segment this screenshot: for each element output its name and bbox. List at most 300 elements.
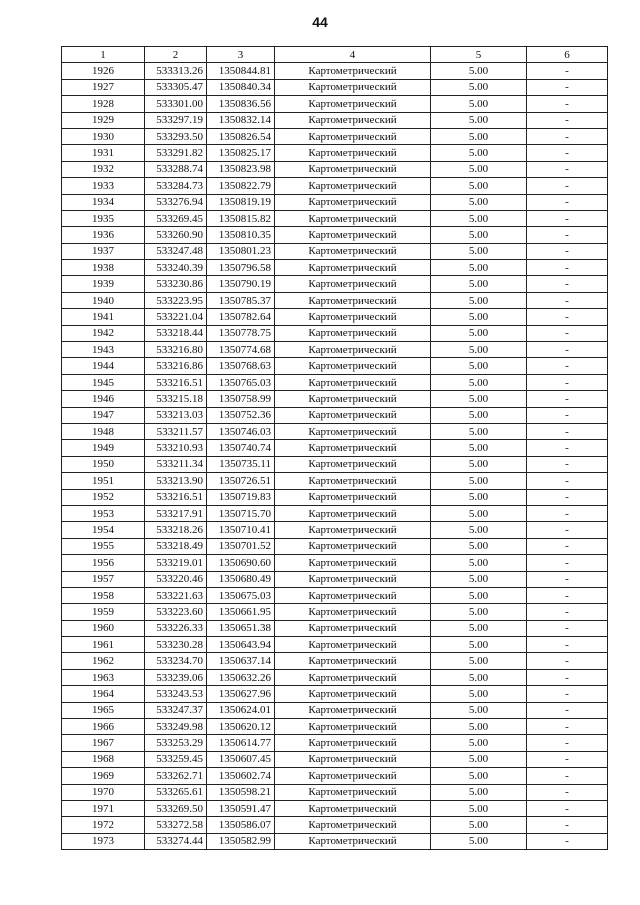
point-number-cell: 1963 <box>62 669 145 685</box>
accuracy-cell: 5.00 <box>431 522 527 538</box>
x-coordinate-cell: 533269.45 <box>145 210 207 226</box>
accuracy-cell: 5.00 <box>431 768 527 784</box>
y-coordinate-cell: 1350582.99 <box>207 833 275 849</box>
note-cell: - <box>527 178 608 194</box>
x-coordinate-cell: 533213.90 <box>145 473 207 489</box>
column-header: 4 <box>275 47 431 63</box>
note-cell: - <box>527 342 608 358</box>
method-cell: Картометрический <box>275 227 431 243</box>
method-cell: Картометрический <box>275 522 431 538</box>
accuracy-cell: 5.00 <box>431 407 527 423</box>
point-number-cell: 1942 <box>62 325 145 341</box>
x-coordinate-cell: 533218.49 <box>145 538 207 554</box>
note-cell: - <box>527 325 608 341</box>
method-cell: Картометрический <box>275 128 431 144</box>
point-number-cell: 1949 <box>62 440 145 456</box>
point-number-cell: 1935 <box>62 210 145 226</box>
method-cell: Картометрический <box>275 538 431 554</box>
table-row <box>62 653 608 669</box>
table-row <box>62 423 608 439</box>
table-row <box>62 604 608 620</box>
x-coordinate-cell: 533216.51 <box>145 374 207 390</box>
accuracy-cell: 5.00 <box>431 817 527 833</box>
accuracy-cell: 5.00 <box>431 637 527 653</box>
accuracy-cell: 5.00 <box>431 669 527 685</box>
method-cell: Картометрический <box>275 637 431 653</box>
accuracy-cell: 5.00 <box>431 210 527 226</box>
point-number-cell: 1969 <box>62 768 145 784</box>
x-coordinate-cell: 533219.01 <box>145 555 207 571</box>
table-row <box>62 735 608 751</box>
method-cell: Картометрический <box>275 276 431 292</box>
accuracy-cell: 5.00 <box>431 325 527 341</box>
point-number-cell: 1968 <box>62 751 145 767</box>
y-coordinate-cell: 1350591.47 <box>207 800 275 816</box>
point-number-cell: 1948 <box>62 423 145 439</box>
y-coordinate-cell: 1350844.81 <box>207 63 275 79</box>
point-number-cell: 1970 <box>62 784 145 800</box>
y-coordinate-cell: 1350710.41 <box>207 522 275 538</box>
note-cell: - <box>527 456 608 472</box>
note-cell: - <box>527 210 608 226</box>
point-number-cell: 1941 <box>62 309 145 325</box>
x-coordinate-cell: 533297.19 <box>145 112 207 128</box>
note-cell: - <box>527 260 608 276</box>
note-cell: - <box>527 145 608 161</box>
table-row <box>62 194 608 210</box>
y-coordinate-cell: 1350836.56 <box>207 96 275 112</box>
table-row <box>62 210 608 226</box>
accuracy-cell: 5.00 <box>431 391 527 407</box>
table-row <box>62 79 608 95</box>
point-number-cell: 1945 <box>62 374 145 390</box>
method-cell: Картометрический <box>275 653 431 669</box>
point-number-cell: 1955 <box>62 538 145 554</box>
point-number-cell: 1931 <box>62 145 145 161</box>
accuracy-cell: 5.00 <box>431 735 527 751</box>
x-coordinate-cell: 533211.57 <box>145 423 207 439</box>
accuracy-cell: 5.00 <box>431 276 527 292</box>
method-cell: Картометрический <box>275 112 431 128</box>
y-coordinate-cell: 1350825.17 <box>207 145 275 161</box>
accuracy-cell: 5.00 <box>431 342 527 358</box>
point-number-cell: 1939 <box>62 276 145 292</box>
x-coordinate-cell: 533313.26 <box>145 63 207 79</box>
x-coordinate-cell: 533269.50 <box>145 800 207 816</box>
note-cell: - <box>527 112 608 128</box>
x-coordinate-cell: 533221.63 <box>145 587 207 603</box>
x-coordinate-cell: 533211.34 <box>145 456 207 472</box>
accuracy-cell: 5.00 <box>431 800 527 816</box>
accuracy-cell: 5.00 <box>431 128 527 144</box>
method-cell: Картометрический <box>275 325 431 341</box>
table-row <box>62 686 608 702</box>
point-number-cell: 1950 <box>62 456 145 472</box>
y-coordinate-cell: 1350782.64 <box>207 309 275 325</box>
point-number-cell: 1933 <box>62 178 145 194</box>
x-coordinate-cell: 533216.80 <box>145 342 207 358</box>
note-cell: - <box>527 522 608 538</box>
point-number-cell: 1947 <box>62 407 145 423</box>
note-cell: - <box>527 735 608 751</box>
y-coordinate-cell: 1350810.35 <box>207 227 275 243</box>
note-cell: - <box>527 309 608 325</box>
table-row <box>62 522 608 538</box>
note-cell: - <box>527 407 608 423</box>
table-row <box>62 784 608 800</box>
x-coordinate-cell: 533226.33 <box>145 620 207 636</box>
method-cell: Картометрический <box>275 440 431 456</box>
y-coordinate-cell: 1350801.23 <box>207 243 275 259</box>
accuracy-cell: 5.00 <box>431 702 527 718</box>
column-header: 5 <box>431 47 527 63</box>
table-row <box>62 292 608 308</box>
method-cell: Картометрический <box>275 210 431 226</box>
accuracy-cell: 5.00 <box>431 194 527 210</box>
note-cell: - <box>527 702 608 718</box>
y-coordinate-cell: 1350815.82 <box>207 210 275 226</box>
note-cell: - <box>527 800 608 816</box>
y-coordinate-cell: 1350719.83 <box>207 489 275 505</box>
point-number-cell: 1929 <box>62 112 145 128</box>
method-cell: Картометрический <box>275 161 431 177</box>
y-coordinate-cell: 1350637.14 <box>207 653 275 669</box>
note-cell: - <box>527 423 608 439</box>
table-row <box>62 587 608 603</box>
point-number-cell: 1961 <box>62 637 145 653</box>
accuracy-cell: 5.00 <box>431 260 527 276</box>
y-coordinate-cell: 1350651.38 <box>207 620 275 636</box>
y-coordinate-cell: 1350740.74 <box>207 440 275 456</box>
x-coordinate-cell: 533221.04 <box>145 309 207 325</box>
note-cell: - <box>527 374 608 390</box>
note-cell: - <box>527 653 608 669</box>
note-cell: - <box>527 751 608 767</box>
accuracy-cell: 5.00 <box>431 309 527 325</box>
method-cell: Картометрический <box>275 555 431 571</box>
point-number-cell: 1926 <box>62 63 145 79</box>
note-cell: - <box>527 96 608 112</box>
accuracy-cell: 5.00 <box>431 833 527 849</box>
note-cell: - <box>527 571 608 587</box>
point-number-cell: 1971 <box>62 800 145 816</box>
y-coordinate-cell: 1350778.75 <box>207 325 275 341</box>
point-number-cell: 1951 <box>62 473 145 489</box>
point-number-cell: 1944 <box>62 358 145 374</box>
y-coordinate-cell: 1350607.45 <box>207 751 275 767</box>
y-coordinate-cell: 1350690.60 <box>207 555 275 571</box>
method-cell: Картометрический <box>275 620 431 636</box>
method-cell: Картометрический <box>275 260 431 276</box>
y-coordinate-cell: 1350701.52 <box>207 538 275 554</box>
note-cell: - <box>527 440 608 456</box>
y-coordinate-cell: 1350624.01 <box>207 702 275 718</box>
method-cell: Картометрический <box>275 145 431 161</box>
method-cell: Картометрический <box>275 817 431 833</box>
method-cell: Картометрический <box>275 751 431 767</box>
y-coordinate-cell: 1350826.54 <box>207 128 275 144</box>
x-coordinate-cell: 533223.95 <box>145 292 207 308</box>
note-cell: - <box>527 276 608 292</box>
point-number-cell: 1954 <box>62 522 145 538</box>
method-cell: Картометрический <box>275 407 431 423</box>
table-row <box>62 669 608 685</box>
point-number-cell: 1946 <box>62 391 145 407</box>
point-number-cell: 1930 <box>62 128 145 144</box>
table-header-row <box>62 47 608 63</box>
method-cell: Картометрический <box>275 374 431 390</box>
y-coordinate-cell: 1350598.21 <box>207 784 275 800</box>
y-coordinate-cell: 1350785.37 <box>207 292 275 308</box>
table-row <box>62 800 608 816</box>
y-coordinate-cell: 1350796.58 <box>207 260 275 276</box>
accuracy-cell: 5.00 <box>431 505 527 521</box>
table-row <box>62 260 608 276</box>
point-number-cell: 1956 <box>62 555 145 571</box>
method-cell: Картометрический <box>275 686 431 702</box>
x-coordinate-cell: 533240.39 <box>145 260 207 276</box>
x-coordinate-cell: 533234.70 <box>145 653 207 669</box>
note-cell: - <box>527 63 608 79</box>
table-row <box>62 128 608 144</box>
accuracy-cell: 5.00 <box>431 292 527 308</box>
y-coordinate-cell: 1350832.14 <box>207 112 275 128</box>
table-row <box>62 407 608 423</box>
note-cell: - <box>527 391 608 407</box>
table-row <box>62 702 608 718</box>
accuracy-cell: 5.00 <box>431 571 527 587</box>
point-number-cell: 1966 <box>62 719 145 735</box>
point-number-cell: 1937 <box>62 243 145 259</box>
accuracy-cell: 5.00 <box>431 423 527 439</box>
accuracy-cell: 5.00 <box>431 686 527 702</box>
point-number-cell: 1952 <box>62 489 145 505</box>
note-cell: - <box>527 227 608 243</box>
note-cell: - <box>527 637 608 653</box>
table-row <box>62 391 608 407</box>
x-coordinate-cell: 533301.00 <box>145 96 207 112</box>
table-row <box>62 145 608 161</box>
y-coordinate-cell: 1350752.36 <box>207 407 275 423</box>
method-cell: Картометрический <box>275 768 431 784</box>
point-number-cell: 1927 <box>62 79 145 95</box>
y-coordinate-cell: 1350627.96 <box>207 686 275 702</box>
point-number-cell: 1967 <box>62 735 145 751</box>
x-coordinate-cell: 533220.46 <box>145 571 207 587</box>
column-header: 2 <box>145 47 207 63</box>
accuracy-cell: 5.00 <box>431 456 527 472</box>
table-row <box>62 538 608 554</box>
method-cell: Картометрический <box>275 178 431 194</box>
y-coordinate-cell: 1350726.51 <box>207 473 275 489</box>
method-cell: Картометрический <box>275 587 431 603</box>
x-coordinate-cell: 533217.91 <box>145 505 207 521</box>
table-row <box>62 178 608 194</box>
y-coordinate-cell: 1350680.49 <box>207 571 275 587</box>
x-coordinate-cell: 533274.44 <box>145 833 207 849</box>
method-cell: Картометрический <box>275 473 431 489</box>
point-number-cell: 1959 <box>62 604 145 620</box>
table-row <box>62 489 608 505</box>
x-coordinate-cell: 533272.58 <box>145 817 207 833</box>
method-cell: Картометрический <box>275 800 431 816</box>
coordinates-table <box>61 46 608 850</box>
note-cell: - <box>527 620 608 636</box>
method-cell: Картометрический <box>275 735 431 751</box>
accuracy-cell: 5.00 <box>431 96 527 112</box>
note-cell: - <box>527 538 608 554</box>
table-row <box>62 161 608 177</box>
method-cell: Картометрический <box>275 833 431 849</box>
note-cell: - <box>527 587 608 603</box>
x-coordinate-cell: 533249.98 <box>145 719 207 735</box>
method-cell: Картометрический <box>275 604 431 620</box>
x-coordinate-cell: 533284.73 <box>145 178 207 194</box>
accuracy-cell: 5.00 <box>431 63 527 79</box>
x-coordinate-cell: 533247.37 <box>145 702 207 718</box>
x-coordinate-cell: 533293.50 <box>145 128 207 144</box>
x-coordinate-cell: 533218.26 <box>145 522 207 538</box>
y-coordinate-cell: 1350661.95 <box>207 604 275 620</box>
accuracy-cell: 5.00 <box>431 227 527 243</box>
method-cell: Картометрический <box>275 79 431 95</box>
accuracy-cell: 5.00 <box>431 161 527 177</box>
accuracy-cell: 5.00 <box>431 604 527 620</box>
y-coordinate-cell: 1350602.74 <box>207 768 275 784</box>
note-cell: - <box>527 489 608 505</box>
accuracy-cell: 5.00 <box>431 473 527 489</box>
accuracy-cell: 5.00 <box>431 555 527 571</box>
accuracy-cell: 5.00 <box>431 784 527 800</box>
x-coordinate-cell: 533215.18 <box>145 391 207 407</box>
point-number-cell: 1957 <box>62 571 145 587</box>
point-number-cell: 1953 <box>62 505 145 521</box>
y-coordinate-cell: 1350735.11 <box>207 456 275 472</box>
y-coordinate-cell: 1350823.98 <box>207 161 275 177</box>
x-coordinate-cell: 533262.71 <box>145 768 207 784</box>
accuracy-cell: 5.00 <box>431 489 527 505</box>
note-cell: - <box>527 79 608 95</box>
point-number-cell: 1972 <box>62 817 145 833</box>
method-cell: Картометрический <box>275 309 431 325</box>
table-body <box>62 63 608 850</box>
y-coordinate-cell: 1350715.70 <box>207 505 275 521</box>
table-row <box>62 227 608 243</box>
table-row <box>62 751 608 767</box>
table-row <box>62 374 608 390</box>
method-cell: Картометрический <box>275 423 431 439</box>
x-coordinate-cell: 533213.03 <box>145 407 207 423</box>
note-cell: - <box>527 817 608 833</box>
table-row <box>62 342 608 358</box>
x-coordinate-cell: 533230.28 <box>145 637 207 653</box>
method-cell: Картометрический <box>275 669 431 685</box>
y-coordinate-cell: 1350790.19 <box>207 276 275 292</box>
accuracy-cell: 5.00 <box>431 374 527 390</box>
method-cell: Картометрический <box>275 243 431 259</box>
x-coordinate-cell: 533218.44 <box>145 325 207 341</box>
column-header: 6 <box>527 47 608 63</box>
table-row <box>62 325 608 341</box>
x-coordinate-cell: 533223.60 <box>145 604 207 620</box>
column-header: 1 <box>62 47 145 63</box>
point-number-cell: 1940 <box>62 292 145 308</box>
point-number-cell: 1962 <box>62 653 145 669</box>
point-number-cell: 1932 <box>62 161 145 177</box>
method-cell: Картометрический <box>275 342 431 358</box>
x-coordinate-cell: 533216.51 <box>145 489 207 505</box>
note-cell: - <box>527 505 608 521</box>
table-row <box>62 833 608 849</box>
point-number-cell: 1938 <box>62 260 145 276</box>
table-row <box>62 505 608 521</box>
y-coordinate-cell: 1350822.79 <box>207 178 275 194</box>
accuracy-cell: 5.00 <box>431 358 527 374</box>
point-number-cell: 1965 <box>62 702 145 718</box>
y-coordinate-cell: 1350614.77 <box>207 735 275 751</box>
accuracy-cell: 5.00 <box>431 538 527 554</box>
y-coordinate-cell: 1350758.99 <box>207 391 275 407</box>
note-cell: - <box>527 719 608 735</box>
table-row <box>62 276 608 292</box>
x-coordinate-cell: 533247.48 <box>145 243 207 259</box>
point-number-cell: 1943 <box>62 342 145 358</box>
note-cell: - <box>527 669 608 685</box>
x-coordinate-cell: 533260.90 <box>145 227 207 243</box>
method-cell: Картометрический <box>275 719 431 735</box>
accuracy-cell: 5.00 <box>431 79 527 95</box>
method-cell: Картометрический <box>275 505 431 521</box>
table-row <box>62 63 608 79</box>
table-row <box>62 571 608 587</box>
note-cell: - <box>527 194 608 210</box>
x-coordinate-cell: 533253.29 <box>145 735 207 751</box>
table-row <box>62 768 608 784</box>
method-cell: Картометрический <box>275 571 431 587</box>
table-row <box>62 96 608 112</box>
x-coordinate-cell: 533291.82 <box>145 145 207 161</box>
table-row <box>62 620 608 636</box>
note-cell: - <box>527 473 608 489</box>
point-number-cell: 1928 <box>62 96 145 112</box>
note-cell: - <box>527 292 608 308</box>
x-coordinate-cell: 533216.86 <box>145 358 207 374</box>
accuracy-cell: 5.00 <box>431 719 527 735</box>
x-coordinate-cell: 533259.45 <box>145 751 207 767</box>
note-cell: - <box>527 768 608 784</box>
accuracy-cell: 5.00 <box>431 112 527 128</box>
table-row <box>62 637 608 653</box>
method-cell: Картометрический <box>275 358 431 374</box>
accuracy-cell: 5.00 <box>431 587 527 603</box>
y-coordinate-cell: 1350620.12 <box>207 719 275 735</box>
point-number-cell: 1936 <box>62 227 145 243</box>
accuracy-cell: 5.00 <box>431 243 527 259</box>
note-cell: - <box>527 833 608 849</box>
y-coordinate-cell: 1350774.68 <box>207 342 275 358</box>
x-coordinate-cell: 533276.94 <box>145 194 207 210</box>
y-coordinate-cell: 1350632.26 <box>207 669 275 685</box>
method-cell: Картометрический <box>275 456 431 472</box>
y-coordinate-cell: 1350643.94 <box>207 637 275 653</box>
y-coordinate-cell: 1350765.03 <box>207 374 275 390</box>
y-coordinate-cell: 1350768.63 <box>207 358 275 374</box>
y-coordinate-cell: 1350586.07 <box>207 817 275 833</box>
table-row <box>62 555 608 571</box>
table-row <box>62 817 608 833</box>
y-coordinate-cell: 1350746.03 <box>207 423 275 439</box>
method-cell: Картометрический <box>275 391 431 407</box>
